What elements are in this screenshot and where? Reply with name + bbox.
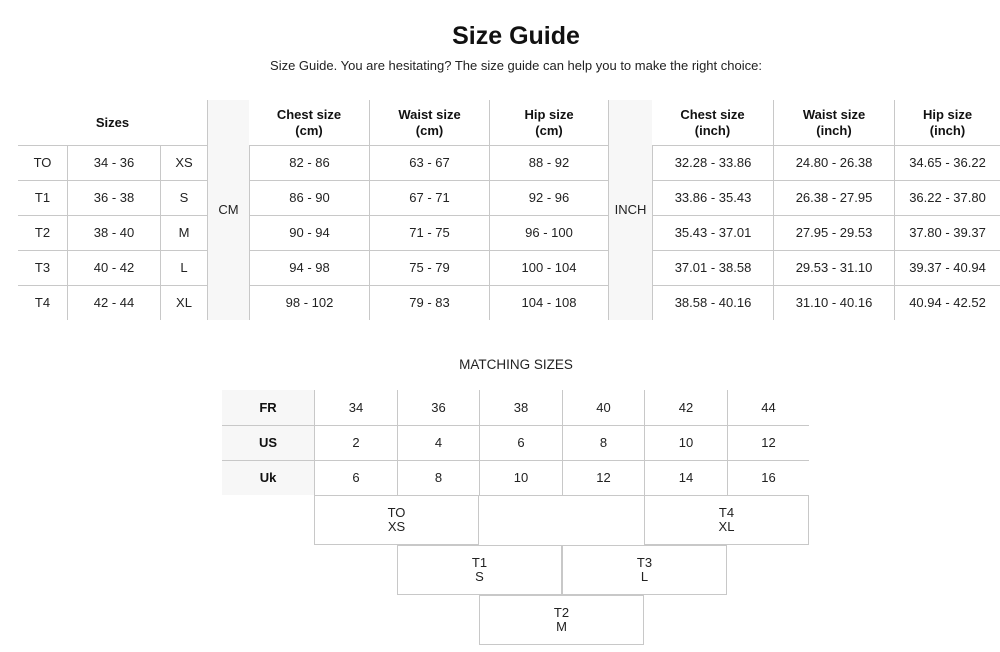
waist-cm-cell: 67 - 71 (369, 180, 489, 215)
size-letter-cell: S (160, 180, 207, 215)
chest-cm-cell: 82 - 86 (249, 145, 369, 180)
size-range-box-t2 (479, 595, 644, 645)
size-range-box-t3 (562, 545, 727, 595)
box-line-1: T4 (718, 505, 735, 520)
header-sizes: Sizes (18, 100, 207, 145)
matching-value-cell: 4 (397, 425, 479, 460)
size-t-cell: TO (18, 145, 67, 180)
waist-cm-cell: 71 - 75 (369, 215, 489, 250)
matching-value-cell: 42 (644, 390, 727, 425)
waist-cm-cell: 63 - 67 (369, 145, 489, 180)
header-chest-inch: Chest size (inch) (652, 100, 773, 145)
chest-cm-cell: 94 - 98 (249, 250, 369, 285)
box-line-2: XS (387, 519, 406, 534)
size-letter-cell: M (160, 215, 207, 250)
matching-value-cell: 2 (314, 425, 397, 460)
chest-cm-cell: 98 - 102 (249, 285, 369, 320)
matching-row-label: FR (222, 390, 314, 425)
hip-cm-cell: 104 - 108 (489, 285, 608, 320)
size-t-cell: T4 (18, 285, 67, 320)
size-t-cell: T3 (18, 250, 67, 285)
header-hip-cm: Hip size (cm) (489, 100, 608, 145)
matching-value-cell: 12 (727, 425, 809, 460)
matching-value-cell: 10 (479, 460, 562, 495)
matching-value-cell: 6 (479, 425, 562, 460)
hip-cm-cell: 96 - 100 (489, 215, 608, 250)
box-line-1: T1 (471, 555, 488, 570)
size-letter-cell: XS (160, 145, 207, 180)
matching-value-cell: 38 (479, 390, 562, 425)
matching-value-cell: 14 (644, 460, 727, 495)
matching-value-cell: 40 (562, 390, 644, 425)
matching-value-cell: 16 (727, 460, 809, 495)
hip-cm-cell: 100 - 104 (489, 250, 608, 285)
waist-inch-cell: 24.80 - 26.38 (773, 145, 894, 180)
size-t-cell: T2 (18, 215, 67, 250)
waist-inch-cell: 31.10 - 40.16 (773, 285, 894, 320)
header-chest-cm: Chest size (cm) (249, 100, 369, 145)
matching-row-label: Uk (222, 460, 314, 495)
matching-value-cell: 6 (314, 460, 397, 495)
box-line-2: M (556, 619, 567, 634)
waist-inch-cell: 26.38 - 27.95 (773, 180, 894, 215)
page-title: Size Guide (452, 22, 580, 50)
matching-value-cell: 44 (727, 390, 809, 425)
size-eu-cell: 36 - 38 (67, 180, 160, 215)
size-letter-cell: L (160, 250, 207, 285)
size-eu-cell: 42 - 44 (67, 285, 160, 320)
matching-value-cell: 36 (397, 390, 479, 425)
chest-inch-cell: 33.86 - 35.43 (652, 180, 773, 215)
matching-value-cell: 8 (562, 425, 644, 460)
size-eu-cell: 38 - 40 (67, 215, 160, 250)
chest-cm-cell: 86 - 90 (249, 180, 369, 215)
box-line-1: T3 (636, 555, 653, 570)
matching-value-cell: 12 (562, 460, 644, 495)
chest-inch-cell: 38.58 - 40.16 (652, 285, 773, 320)
box-line-1: T2 (553, 605, 570, 620)
matching-row-label: US (222, 425, 314, 460)
hip-inch-cell: 39.37 - 40.94 (894, 250, 1000, 285)
size-eu-cell: 40 - 42 (67, 250, 160, 285)
matching-sizes-title: MATCHING SIZES (459, 357, 573, 372)
hip-inch-cell: 40.94 - 42.52 (894, 285, 1000, 320)
size-range-box-to (314, 495, 479, 545)
matching-value-cell: 10 (644, 425, 727, 460)
chest-cm-cell: 90 - 94 (249, 215, 369, 250)
box-line-2: XL (718, 519, 735, 534)
waist-inch-cell: 29.53 - 31.10 (773, 250, 894, 285)
hip-inch-cell: 37.80 - 39.37 (894, 215, 1000, 250)
matching-value-cell: 8 (397, 460, 479, 495)
hip-inch-cell: 34.65 - 36.22 (894, 145, 1000, 180)
waist-inch-cell: 27.95 - 29.53 (773, 215, 894, 250)
matching-sizes-table (222, 390, 809, 646)
waist-cm-cell: 79 - 83 (369, 285, 489, 320)
box-line-2: L (640, 569, 649, 584)
unit-cm-column: CM (207, 100, 249, 320)
box-line-2: S (475, 569, 484, 584)
header-hip-inch: Hip size (inch) (894, 100, 1000, 145)
hip-cm-cell: 88 - 92 (489, 145, 608, 180)
size-eu-cell: 34 - 36 (67, 145, 160, 180)
size-range-box-t4 (644, 495, 809, 545)
chest-inch-cell: 32.28 - 33.86 (652, 145, 773, 180)
waist-cm-cell: 75 - 79 (369, 250, 489, 285)
box-line-1: TO (387, 505, 406, 520)
size-t-cell: T1 (18, 180, 67, 215)
size-letter-cell: XL (160, 285, 207, 320)
size-table (18, 100, 1000, 320)
matching-value-cell: 34 (314, 390, 397, 425)
page-subtitle: Size Guide. You are hesitating? The size guide can help you to make the right choice: (270, 58, 762, 73)
chest-inch-cell: 35.43 - 37.01 (652, 215, 773, 250)
header-waist-cm: Waist size (cm) (369, 100, 489, 145)
hip-inch-cell: 36.22 - 37.80 (894, 180, 1000, 215)
size-range-box-t1 (397, 545, 562, 595)
header-waist-inch: Waist size (inch) (773, 100, 894, 145)
hip-cm-cell: 92 - 96 (489, 180, 608, 215)
unit-inch-column: INCH (608, 100, 652, 320)
chest-inch-cell: 37.01 - 38.58 (652, 250, 773, 285)
